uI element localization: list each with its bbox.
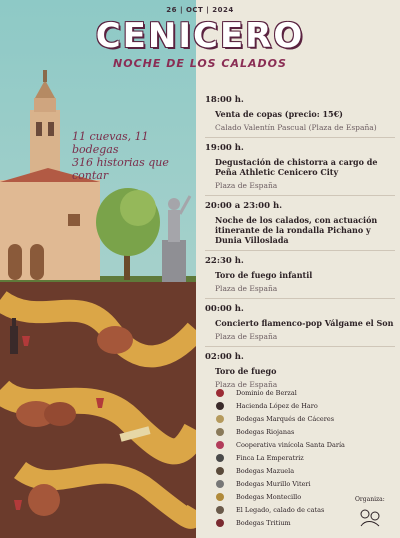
sponsor-name: Finca La Emperatriz — [236, 453, 304, 462]
schedule-item — [205, 95, 395, 132]
schedule-place: Plaza de España — [215, 284, 278, 293]
schedule-time: 02:00 h. — [205, 352, 244, 362]
schedule-event: Venta de copas (precio: 15€) — [215, 109, 343, 119]
schedule-event: Concierto flamenco-pop Válgame el Son — [215, 318, 394, 328]
schedule-event: Noche de los calados, con actuación itinerante de la rondalla Pichano y Dunia Villoslada — [215, 215, 378, 245]
sponsor-item — [212, 464, 362, 477]
schedule-item — [205, 143, 395, 190]
schedule-time: 00:00 h. — [205, 304, 244, 314]
event-subtitle: NOCHE DE LOS CALADOS — [113, 57, 287, 70]
sponsor-item — [212, 503, 362, 516]
event-title: CENICERO — [95, 16, 305, 56]
sponsor-item — [212, 516, 362, 529]
town-illustration — [0, 0, 196, 538]
schedule-time: 19:00 h. — [205, 143, 244, 153]
divider — [205, 346, 395, 347]
schedule-time: 22:30 h. — [205, 256, 244, 266]
sponsor-item — [212, 490, 362, 503]
schedule-time: 20:00 a 23:00 h. — [205, 201, 283, 211]
sponsor-logo-icon — [212, 492, 228, 502]
tagline — [72, 130, 192, 182]
sponsor-item — [212, 477, 362, 490]
schedule-place: Plaza de España — [215, 181, 278, 190]
sponsor-item — [212, 412, 362, 425]
schedule — [205, 90, 395, 389]
sponsor-item — [212, 425, 362, 438]
event-date: 26 | OCT | 2024 — [166, 6, 234, 14]
sponsor-name: Bodegas Tritium — [236, 518, 291, 527]
organizer-logo-icon — [357, 506, 383, 532]
schedule-place: Plaza de España — [215, 380, 278, 389]
sponsor-name: Bodegas Marqués de Cáceres — [236, 414, 335, 423]
sponsor-item — [212, 399, 362, 412]
sponsor-logo-icon — [212, 453, 228, 463]
illustration-panel — [0, 0, 196, 538]
schedule-item — [205, 352, 395, 389]
sponsor-logo-icon — [212, 479, 228, 489]
sponsor-logo-icon — [212, 518, 228, 528]
sponsor-logo-icon — [212, 505, 228, 515]
sponsor-name: Bodegas Mazuela — [236, 466, 295, 475]
schedule-place: Calado Valentín Pascual (Plaza de España) — [215, 123, 377, 132]
sponsor-logo-icon — [212, 388, 228, 398]
organizer-label: Organiza: — [355, 496, 385, 503]
schedule-item — [205, 256, 395, 293]
sponsor-name: Dominio de Berzal — [236, 388, 297, 397]
sponsor-logo-icon — [212, 427, 228, 437]
sponsor-item — [212, 386, 362, 399]
tagline-line1: 11 cuevas, 11 bodegas — [72, 130, 149, 156]
schedule-event: Toro de fuego — [215, 366, 277, 376]
schedule-place: Plaza de España — [215, 332, 278, 341]
divider — [205, 195, 395, 196]
tree-icon — [96, 188, 160, 280]
sponsor-name: Cooperativa vinícola Santa Daría — [236, 440, 345, 449]
sponsor-name: El Legado, calado de catas — [236, 505, 325, 514]
sponsor-logo-icon — [212, 440, 228, 450]
schedule-event: Toro de fuego infantil — [215, 270, 313, 280]
sponsor-name: Bodegas Riojanas — [236, 427, 295, 436]
sponsor-name: Bodegas Montecillo — [236, 492, 302, 501]
sponsor-name: Bodegas Murillo Viteri — [236, 479, 311, 488]
divider — [205, 298, 395, 299]
schedule-time: 18:00 h. — [205, 95, 244, 105]
sponsor-item — [212, 438, 362, 451]
sponsor-logo-icon — [212, 414, 228, 424]
sponsor-list — [212, 386, 362, 529]
tagline-line2: 316 historias que contar — [72, 156, 169, 182]
schedule-event: Degustación de chistorra a cargo de Peña Athletic Cenicero City — [215, 157, 378, 177]
sponsor-item — [212, 451, 362, 464]
schedule-item — [205, 201, 395, 245]
divider — [205, 137, 395, 138]
sponsor-logo-icon — [212, 466, 228, 476]
sponsor-logo-icon — [212, 401, 228, 411]
schedule-item — [205, 304, 395, 341]
sponsor-name: Hacienda López de Haro — [236, 401, 318, 410]
divider — [205, 250, 395, 251]
statue-icon — [162, 196, 190, 282]
